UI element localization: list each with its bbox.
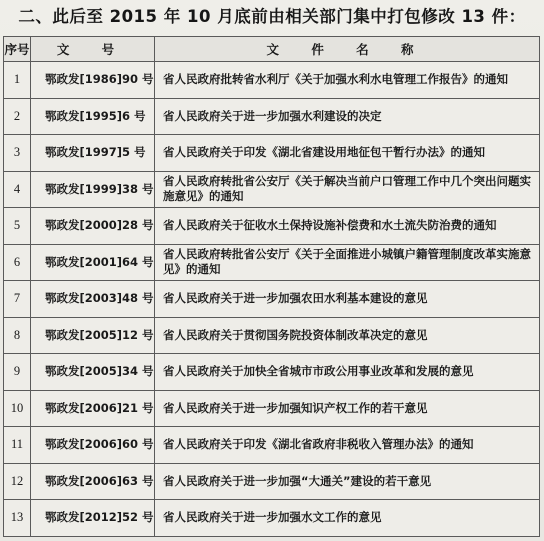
row-doc-number: 鄂政发[2012]52 号: [31, 500, 155, 537]
row-doc-number: 鄂政发[2001]64 号: [31, 244, 155, 281]
row-doc-name: 省人民政府转批省公安厅《关于全面推进小城镇户籍管理制度改革实施意见》的通知: [155, 244, 540, 281]
row-seq: 5: [4, 208, 31, 245]
header-doc-number: 文 号: [31, 37, 155, 62]
table-row: [4, 281, 540, 318]
row-doc-number: 鄂政发[2005]34 号: [31, 354, 155, 391]
row-doc-name: 省人民政府关于征收水土保持设施补偿费和水土流失防治费的通知: [155, 208, 540, 245]
row-doc-number: 鄂政发[2006]63 号: [31, 463, 155, 500]
row-doc-name: 省人民政府关于印发《湖北省政府非税收入管理办法》的通知: [155, 427, 540, 464]
row-seq: 6: [4, 244, 31, 281]
row-doc-name: 省人民政府关于进一步加强水利建设的决定: [155, 98, 540, 135]
header-seq: 序号: [4, 37, 31, 62]
row-doc-name: 省人民政府关于进一步加强农田水利基本建设的意见: [155, 281, 540, 318]
table-row: [4, 463, 540, 500]
page-title: 二、此后至 2015 年 10 月底前由相关部门集中打包修改 13 件：: [18, 7, 526, 26]
row-seq: 11: [4, 427, 31, 464]
table-row: [4, 171, 540, 208]
table-row: [4, 317, 540, 354]
row-doc-name: 省人民政府关于进一步加强知识产权工作的若干意见: [155, 390, 540, 427]
row-doc-number: 鄂政发[2006]60 号: [31, 427, 155, 464]
table-body: [4, 62, 540, 537]
row-seq: 3: [4, 135, 31, 172]
row-doc-number: 鄂政发[1995]6 号: [31, 98, 155, 135]
row-seq: 9: [4, 354, 31, 391]
row-doc-number: 鄂政发[1986]90 号: [31, 62, 155, 99]
table-row: [4, 62, 540, 99]
table-row: [4, 427, 540, 464]
row-seq: 1: [4, 62, 31, 99]
row-seq: 2: [4, 98, 31, 135]
table-row: [4, 135, 540, 172]
table-row: [4, 390, 540, 427]
row-doc-name: 省人民政府关于印发《湖北省建设用地征包干暂行办法》的通知: [155, 135, 540, 172]
row-doc-number: 鄂政发[1997]5 号: [31, 135, 155, 172]
row-doc-number: 鄂政发[2000]28 号: [31, 208, 155, 245]
row-doc-name: 省人民政府转批省公安厅《关于解决当前户口管理工作中几个突出问题实施意见》的通知: [155, 171, 540, 208]
row-seq: 12: [4, 463, 31, 500]
row-doc-number: 鄂政发[1999]38 号: [31, 171, 155, 208]
table-row: [4, 98, 540, 135]
row-doc-number: 鄂政发[2006]21 号: [31, 390, 155, 427]
row-seq: 4: [4, 171, 31, 208]
table-row: [4, 208, 540, 245]
row-doc-name: 省人民政府批转省水利厅《关于加强水利水电管理工作报告》的通知: [155, 62, 540, 99]
table-row: [4, 354, 540, 391]
row-doc-name: 省人民政府关于进一步加强“大通关”建设的若干意见: [155, 463, 540, 500]
row-doc-name: 省人民政府关于贯彻国务院投资体制改革决定的意见: [155, 317, 540, 354]
row-doc-number: 鄂政发[2005]12 号: [31, 317, 155, 354]
row-seq: 8: [4, 317, 31, 354]
document-table: [3, 36, 540, 537]
row-seq: 7: [4, 281, 31, 318]
table-row: [4, 244, 540, 281]
header-doc-name: 文 件 名 称: [155, 37, 540, 62]
row-seq: 13: [4, 500, 31, 537]
row-doc-name: 省人民政府关于加快全省城市市政公用事业改革和发展的意见: [155, 354, 540, 391]
row-seq: 10: [4, 390, 31, 427]
table-row: [4, 500, 540, 537]
row-doc-name: 省人民政府关于进一步加强水文工作的意见: [155, 500, 540, 537]
row-doc-number: 鄂政发[2003]48 号: [31, 281, 155, 318]
table-header-row: [4, 37, 540, 62]
